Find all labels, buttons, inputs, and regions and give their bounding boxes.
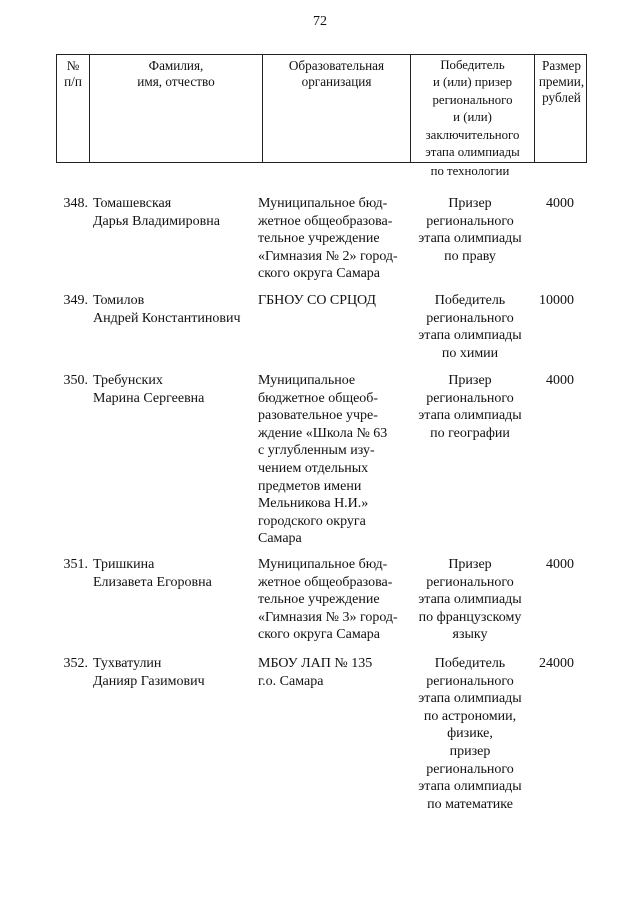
- header-number: № п/п: [64, 58, 82, 89]
- organization-line: Муниципальное: [258, 373, 356, 388]
- organization: [258, 556, 407, 644]
- organization-line: «Гимназия № 3» город-: [258, 609, 398, 625]
- recipient-name: Требунских Марина Сергеевна: [93, 373, 205, 406]
- organization: [258, 372, 407, 548]
- organization: [258, 292, 407, 310]
- organization-line: разовательное учре-: [258, 408, 378, 424]
- header-award-overflow: по технологии: [430, 164, 510, 178]
- organization: [258, 655, 407, 690]
- organization-line: жетное общеобразова-: [258, 574, 393, 590]
- organization-line: ждение «Школа № 63: [258, 425, 388, 441]
- award-status: Победитель регионального этапа олимпиады по химии: [418, 293, 522, 361]
- organization-line: «Гимназия № 2» город-: [258, 248, 398, 264]
- award-status: Призер регионального этапа олимпиады по французскому языку: [418, 557, 522, 643]
- organization-line: Муниципальное бюд-: [258, 557, 388, 572]
- header-full-name: Фамилия, имя, отчество: [89, 55, 262, 162]
- organization-line: МБОУ ЛАП № 135: [258, 656, 373, 671]
- header-award-status: Победитель и (или) призер регионального и (или) заключительного этапа олимпиады: [410, 55, 534, 162]
- organization-line: тельное учреждение: [258, 231, 380, 247]
- recipient-name: Тришкина Елизавета Егоровна: [93, 557, 212, 590]
- organization: [258, 195, 407, 283]
- organization-line: тельное учреждение: [258, 592, 380, 608]
- row-number: 350.: [63, 373, 88, 388]
- header-organization: Образовательная организация: [262, 55, 410, 162]
- recipient-name: Тухватулин Данияр Газимович: [93, 656, 205, 689]
- organization-line: ского округа Самара: [258, 627, 381, 643]
- header-prize-amount: Размер премии, рублей: [534, 55, 588, 162]
- organization-line: бюджетное общеоб-: [258, 390, 379, 406]
- organization-line: ского округа Самара: [258, 266, 381, 282]
- organization-line: Мельникова Н.И.»: [258, 496, 369, 512]
- award-status: Победитель регионального этапа олимпиады по астрономии, физике, призер регионального этапа олимпиады по математике: [418, 656, 522, 812]
- prize-amount: 4000: [546, 557, 574, 572]
- organization-line: городского округа: [258, 513, 366, 529]
- page-number: 72: [313, 14, 327, 29]
- organization-line: жетное общеобразова-: [258, 213, 393, 229]
- award-status: Призер регионального этапа олимпиады по географии: [418, 373, 522, 441]
- organization-line: ГБНОУ СО СРЦОД: [258, 293, 376, 308]
- row-number: 348.: [63, 196, 88, 211]
- organization-line: предметов имени: [258, 478, 362, 494]
- row-number: 352.: [63, 656, 88, 671]
- award-status: Призер регионального этапа олимпиады по праву: [418, 196, 522, 264]
- organization-line: г.о. Самара: [258, 673, 324, 689]
- organization-line: Муниципальное бюд-: [258, 196, 388, 211]
- prize-amount: 4000: [546, 373, 574, 388]
- organization-line: Самара: [258, 531, 302, 547]
- row-number: 349.: [63, 293, 88, 308]
- row-number: 351.: [63, 557, 88, 572]
- prize-amount: 10000: [539, 293, 574, 308]
- table-header: [56, 54, 587, 163]
- organization-line: чением отдельных: [258, 460, 369, 476]
- organization-line: с углубленным изу-: [258, 443, 375, 459]
- prize-amount: 4000: [546, 196, 574, 211]
- prize-amount: 24000: [539, 656, 574, 671]
- recipient-name: Томашевская Дарья Владимировна: [93, 196, 220, 229]
- recipient-name: Томилов Андрей Константинович: [93, 293, 241, 326]
